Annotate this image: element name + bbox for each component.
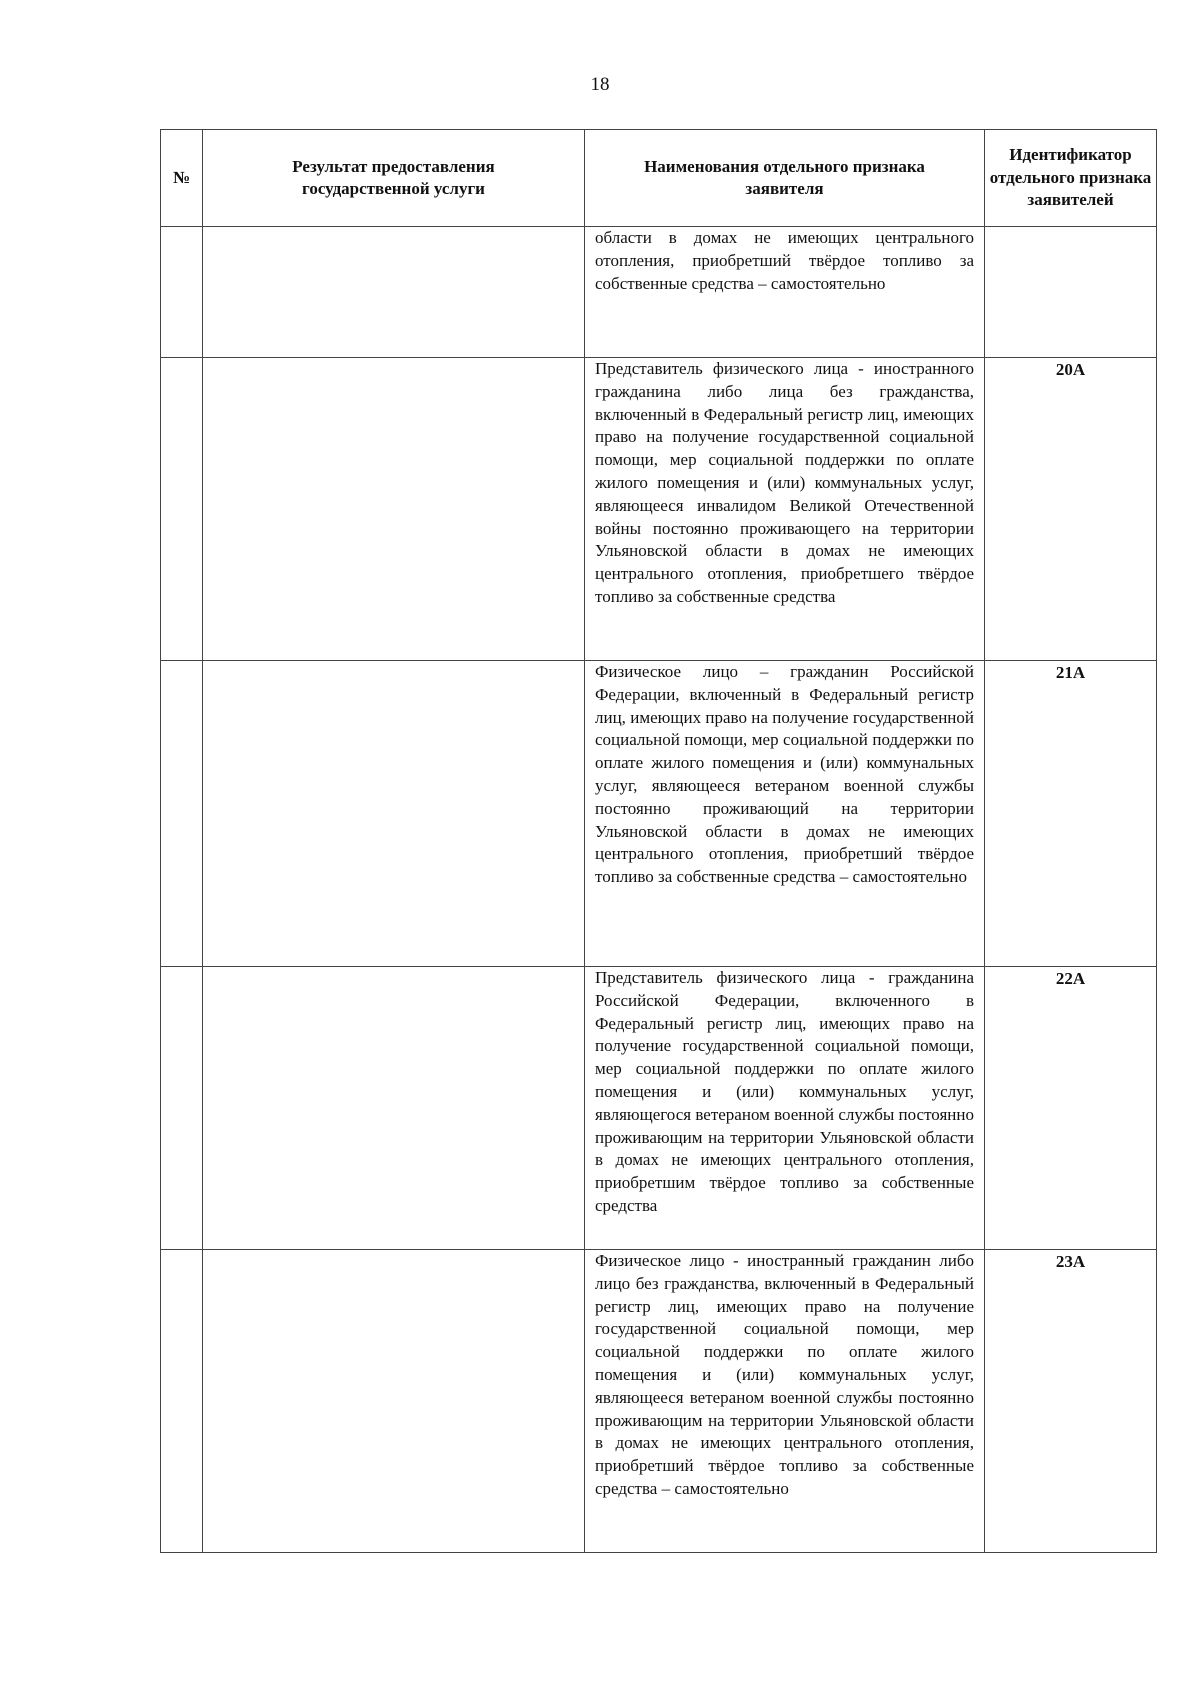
cell-number xyxy=(161,661,203,967)
table-header-row xyxy=(161,130,1157,227)
header-attribute-name: Наименования отдельного признака заявителя xyxy=(585,130,985,227)
cell-identifier: 23А xyxy=(985,1250,1157,1553)
cell-service-result xyxy=(203,358,585,661)
cell-attribute-name: Представитель физического лица - гражданина Российской Федерации, включенного в Федеральный регистр лиц, имеющих право на получение государственной социальной помощи, мер социальной поддержки по оплате жилого помещения и (или) коммунальных услуг, являющегося ветераном военной службы постоянно проживающим на территории Ульяновской области в домах не имеющих центрального отопления, приобретшим твёрдое топливо за собственные средства xyxy=(585,967,985,1250)
header-attribute-identifier: Идентификатор отдельного признака заявителей xyxy=(985,130,1157,227)
cell-attribute-name: Физическое лицо - иностранный гражданин либо лицо без гражданства, включенный в Федеральный регистр лиц, имеющих право на получение государственной социальной помощи, мер социальной поддержки по оплате жилого помещения и (или) коммунальных услуг, являющееся ветераном военной службы постоянно проживающим на территории Ульяновской области в домах не имеющих центрального отопления, приобретший твёрдое топливо за собственные средства – самостоятельно xyxy=(585,1250,985,1553)
cell-identifier: 21А xyxy=(985,661,1157,967)
cell-identifier xyxy=(985,227,1157,358)
page-number: 18 xyxy=(590,74,610,95)
cell-attribute-name: Представитель физического лица - иностранного гражданина либо лица без гражданства, включенный в Федеральный регистр лиц, имеющих право на получение государственной социальной помощи, мер социальной поддержки по оплате жилого помещения и (или) коммунальных услуг, являющееся инвалидом Великой Отечественной войны постоянно проживающего на территории Ульяновской области в домах не имеющих центрального отопления, приобретшего твёрдое топливо за собственные средства xyxy=(585,358,985,661)
cell-attribute-name: области в домах не имеющих центрального отопления, приобретший твёрдое топливо за собственные средства – самостоятельно xyxy=(585,227,985,358)
table-row xyxy=(161,967,1157,1250)
cell-service-result xyxy=(203,661,585,967)
cell-number xyxy=(161,1250,203,1553)
cell-attribute-name: Физическое лицо – гражданин Российской Федерации, включенный в Федеральный регистр лиц, имеющих право на получение государственной социальной помощи, мер социальной поддержки по оплате жилого помещения и (или) коммунальных услуг, являющееся ветераном военной службы постоянно проживающий на территории Ульяновской области в домах не имеющих центрального отопления, приобретший твёрдое топливо за собственные средства – самостоятельно xyxy=(585,661,985,967)
cell-service-result xyxy=(203,967,585,1250)
cell-service-result xyxy=(203,227,585,358)
cell-number xyxy=(161,358,203,661)
table-row xyxy=(161,227,1157,358)
cell-identifier: 20А xyxy=(985,358,1157,661)
cell-number xyxy=(161,967,203,1250)
applicant-attributes-table xyxy=(160,129,1157,1553)
table-row xyxy=(161,661,1157,967)
cell-number xyxy=(161,227,203,358)
table-row xyxy=(161,358,1157,661)
cell-service-result xyxy=(203,1250,585,1553)
table-row xyxy=(161,1250,1157,1553)
header-number: № xyxy=(161,130,203,227)
cell-identifier: 22А xyxy=(985,967,1157,1250)
header-service-result: Результат предоставления государственной услуги xyxy=(203,130,585,227)
